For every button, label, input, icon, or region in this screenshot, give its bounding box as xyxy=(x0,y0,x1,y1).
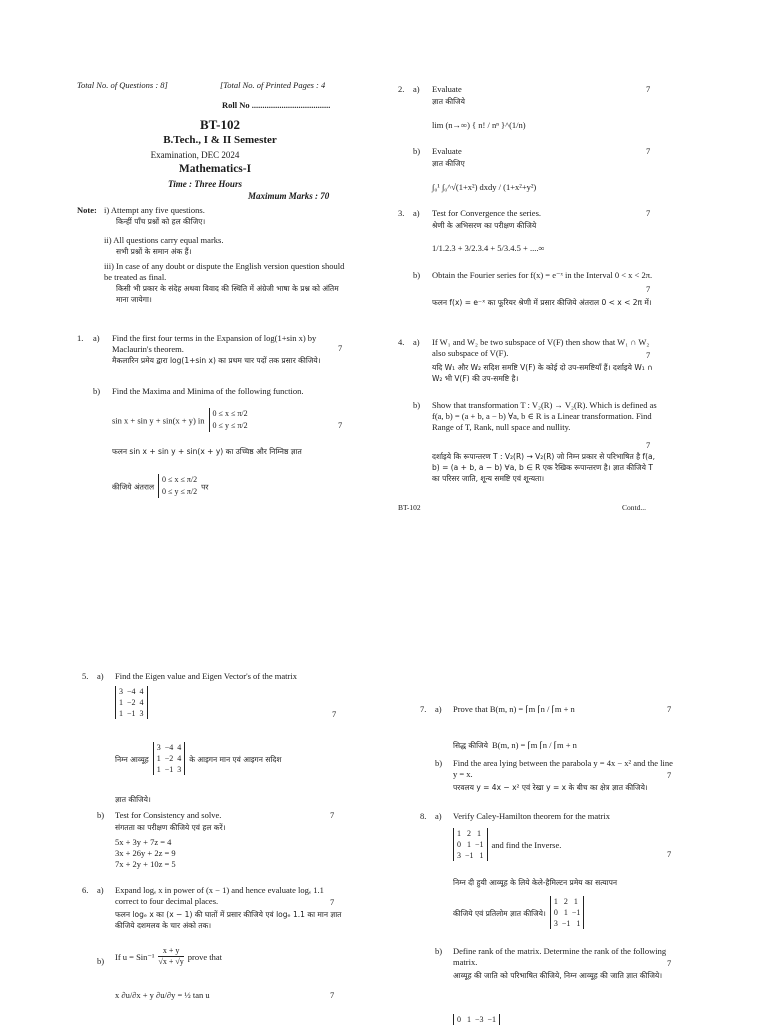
q8b-text: Define rank of the matrix. Determine the rank of the following matrix. xyxy=(453,946,667,967)
q6b-statement xyxy=(115,946,222,967)
equation-2: 3x + 26y + 2z = 9 xyxy=(115,848,176,858)
q1a-marks: 7 xyxy=(338,343,343,353)
q8-number: 8. xyxy=(420,811,427,821)
q7b-text: Find the area lying between the parabola y = 4x − x² and the line y = x. xyxy=(453,758,673,779)
q4-number: 4. xyxy=(398,337,405,347)
q4b-text: Show that transformation T : V₂(R) → V₂(R). Which is defined as f(a, b) = (a + b, a − b) ∀a, b ∈ R is a Linear transformation. Find Range of T, Rank, null space and nullity. xyxy=(432,400,657,432)
q5b-marks: 7 xyxy=(330,810,335,820)
q5a-hindi-3: ज्ञात कीजिये। xyxy=(115,795,151,804)
q7a-hindi: सिद्ध कीजिये xyxy=(453,741,488,750)
q5a-matrix xyxy=(115,686,148,719)
max-marks: Maximum Marks : 70 xyxy=(248,191,330,201)
note-2-hindi: सभी प्रश्नों के समान अंक हैं। xyxy=(116,247,192,256)
q7b-label: b) xyxy=(435,758,443,768)
q6a-text: Expand logₑ x in power of (x − 1) and hence evaluate logₑ 1.1 correct to four decimal places. xyxy=(115,885,324,906)
q2b-text: Evaluate xyxy=(432,146,462,156)
note-3-hindi: किसी भी प्रकार के संदेह अथवा विवाद की स्थिति में अंग्रेजी भाषा के प्रश्न को अंतिम माना जायेगा। xyxy=(116,284,339,304)
q5b-hindi: संगतता का परीक्षण कीजिये एवं हल करें। xyxy=(115,823,226,832)
caley-matrix-hindi: 1 2 1 0 1 −1 3 −1 1 xyxy=(550,896,585,929)
course-title: B.Tech., I & II Semester xyxy=(163,134,277,146)
q1b-hindi-1: फलन sin x + sin y + sin(x + y) का उच्चिष्ठ और निम्निष्ठ ज्ञात xyxy=(112,447,302,456)
caley-matrix: 1 2 1 0 1 −1 3 −1 1 xyxy=(453,828,488,861)
q1b-hindi-3: पर xyxy=(201,482,209,492)
q2a-marks: 7 xyxy=(646,84,651,94)
q5b-equations xyxy=(115,837,176,870)
rank-matrix xyxy=(453,1010,500,1028)
q3-number: 3. xyxy=(398,208,405,218)
note-1-hindi: किन्हीं पाँच प्रश्नों को हल कीजिए। xyxy=(116,217,206,226)
q3a-text: Test for Convergence the series. xyxy=(432,208,542,218)
q8a-marks: 7 xyxy=(667,849,672,859)
q1b-function: sin x + sin y + sin(x + y) in xyxy=(112,415,205,426)
q1b-label: b) xyxy=(93,386,101,396)
eigen-matrix-hindi: 3 −4 4 1 −2 4 1 −1 3 xyxy=(153,742,186,775)
q2b-hindi: ज्ञात कीजिए xyxy=(432,159,465,168)
q2b-marks: 7 xyxy=(646,146,651,156)
eigen-matrix: 3 −4 4 1 −2 4 1 −1 3 xyxy=(115,686,148,719)
q5a-hindi-2: के आइगन मान एवं आइगन सदिश xyxy=(189,755,282,765)
q1a-block xyxy=(112,333,342,366)
q4b-marks: 7 xyxy=(646,440,651,450)
note-3: iii) In case of any doubt or dispute the English version question should be treated as final. xyxy=(104,261,345,282)
q5a-hindi-block xyxy=(115,742,281,775)
q1b-hindi-2: कीजिये अंतराल xyxy=(112,482,155,492)
q7a-marks: 7 xyxy=(667,704,672,714)
q1b-expression xyxy=(112,408,248,432)
q3b-label: b) xyxy=(413,270,421,280)
q5a-hindi-1: निम्न आव्यूह xyxy=(115,755,149,765)
q3a-series: 1/1.2.3 + 3/2.3.4 + 5/3.4.5 + ....∞ xyxy=(432,243,545,253)
q1b-text: Find the Maxima and Minima of the following function. xyxy=(112,386,304,396)
subject-title: Mathematics-I xyxy=(178,163,252,175)
q6b-result: x ∂u/∂x + y ∂u/∂y = ½ tan u xyxy=(115,990,210,1000)
q3b-hindi: फलन f(x) = e⁻ˣ का फूरियर श्रेणी में प्रसार कीजिये अंतराल 0 < x < 2π में। xyxy=(432,298,652,307)
printed-pages: [Total No. of Printed Pages : 4 xyxy=(220,80,326,90)
q3a-hindi: श्रेणी के अभिसरण का परीक्षण कीजिये xyxy=(432,221,537,230)
roll-no: Roll No ..................................... xyxy=(222,100,331,110)
q1a-label: a) xyxy=(93,333,100,343)
q7a-expression: B(m, n) = ⌈m ⌈n / ⌈m + n xyxy=(489,704,575,714)
q8a-label: a) xyxy=(435,811,442,821)
q8a-text-2: and find the Inverse. xyxy=(491,840,562,851)
q6b-marks: 7 xyxy=(330,990,335,1000)
notes-block xyxy=(104,205,349,305)
q7-number: 7. xyxy=(420,704,427,714)
q2-number: 2. xyxy=(398,84,405,94)
footer-code: BT-102 xyxy=(398,503,421,512)
q7b-marks: 7 xyxy=(667,770,672,780)
exam-session: Examination, DEC 2024 xyxy=(150,150,240,160)
q5b-text: Test for Consistency and solve. xyxy=(115,810,222,820)
q8b-label: b) xyxy=(435,946,443,956)
q5a-marks: 7 xyxy=(332,709,337,719)
q7a-hindi-block xyxy=(453,735,577,753)
q2a-expression: lim (n→∞) { n! / nⁿ }^(1/n) xyxy=(432,120,526,130)
q7a-statement xyxy=(453,704,575,715)
note-label: Note: xyxy=(77,205,97,215)
q5-number: 5. xyxy=(82,671,89,681)
q7a-label: a) xyxy=(435,704,442,714)
equation-1: 5x + 3y + 7z = 4 xyxy=(115,837,172,847)
q1b-marks: 7 xyxy=(338,420,343,430)
q4a-text: If W₁ and W₂ be two subspace of V(F) then show that W₁ ∩ W₂ also subspace of V(F). xyxy=(432,337,650,358)
footer-contd: Contd... xyxy=(622,503,646,512)
q4b-label: b) xyxy=(413,400,421,410)
q2a-label: a) xyxy=(413,84,420,94)
note-1: i) Attempt any five questions. xyxy=(104,205,205,215)
q3a-marks: 7 xyxy=(646,208,651,218)
q6b-fraction: $\frac{x + y}{√x + √y}$ xyxy=(158,946,184,966)
q8a-hindi-1: निम्न दी हुयी आव्यूह के लिये केले-हैमिल्टन प्रमेय का सत्यापन xyxy=(453,878,618,887)
q4a-hindi: यदि W₁ और W₂ सदिश समष्टि V(F) के कोई दो उप-समष्टियाँ हैं। दर्शाइये W₁ ∩ W₂ भी V(F) की उप-समष्टि है। xyxy=(432,363,653,383)
q1b-domain: 0 ≤ x ≤ π/2 0 ≤ y ≤ π/2 xyxy=(209,408,248,432)
q4b-hindi: दर्शाइये कि रूपान्तरण T : V₂(R) → V₂(R) जो निम्न प्रकार से परिभाषित है f(a, b) = (a + b, a − b) ∀a, b ∈ R एक रैखिक रूपान्तरण है। ज्ञात कीजिये T का परिसर जाति, शून्य समष्टि एवं शून्यता। xyxy=(432,452,656,483)
q5a-label: a) xyxy=(97,671,104,681)
q2b-expression: ∫₀¹ ∫₀^√(1+x²) dxdy / (1+x²+y²) xyxy=(432,182,537,192)
q7b-hindi: परवलय y = 4x − x² एवं रेखा y = x के बीच का क्षेत्र ज्ञात कीजिये। xyxy=(453,783,648,792)
q6a-label: a) xyxy=(97,885,104,895)
equation-3: 7x + 2y + 10z = 5 xyxy=(115,859,176,869)
q7a-text: Prove that xyxy=(453,704,488,714)
q6b-text-2: prove that xyxy=(187,952,222,963)
paper-code: BT-102 xyxy=(200,117,240,132)
q7a-hindi-expression: B(m, n) = ⌈m ⌈n / ⌈m + n xyxy=(491,740,577,750)
q1a-text: Find the first four terms in the Expansion of log(1+sin x) by Maclaurin's theorem. xyxy=(112,333,317,354)
q5b-label: b) xyxy=(97,810,105,820)
q4a-label: a) xyxy=(413,337,420,347)
q6a-hindi: फलन logₑ x का (x − 1) की घातों में प्रसार कीजिये एवं logₑ 1.1 का मान ज्ञात कीजिये दशमलव के चार अंको तक। xyxy=(115,910,342,930)
q1-number: 1. xyxy=(77,333,84,343)
total-questions: Total No. of Questions : 8] xyxy=(77,80,168,90)
q3b-text: Obtain the Fourier series for f(x) = e⁻ˣ in the Interval 0 < x < 2π. xyxy=(432,270,653,280)
q8a-hindi-2: कीजिये एवं प्रतिलोम ज्ञात कीजिये। xyxy=(453,909,546,919)
rank-matrix-row: 0 1 −3 −1 xyxy=(453,1014,500,1025)
q4a-marks: 7 xyxy=(646,350,651,360)
q3a-label: a) xyxy=(413,208,420,218)
q5a-text: Find the Eigen value and Eigen Vector's of the matrix xyxy=(115,671,297,681)
q8b-hindi: आव्यूह की जाति को परिभाषित कीजिये, निम्न आव्यूह की जाति ज्ञात कीजिये। xyxy=(453,971,663,980)
q6a-marks: 7 xyxy=(330,897,335,907)
q6b-text-1: If u = Sin⁻¹ xyxy=(115,952,155,963)
q1b-hindi-conds: 0 ≤ x ≤ π/2 0 ≤ y ≤ π/2 xyxy=(158,474,197,498)
q6b-label: b) xyxy=(97,956,105,966)
note-2: ii) All questions carry equal marks. xyxy=(104,235,224,245)
q1a-hindi: मैकलारिन प्रमेय द्वारा log(1+sin x) का प्रथम चार पदों तक प्रसार कीजिये। xyxy=(112,356,321,365)
q1b-hindi-domain xyxy=(112,474,208,498)
q3b-marks: 7 xyxy=(646,284,651,294)
q8b-marks: 7 xyxy=(667,958,672,968)
q8a-hindi-block xyxy=(453,896,584,929)
q6-number: 6. xyxy=(82,885,89,895)
q2a-text: Evaluate xyxy=(432,84,462,94)
q8a-text: Verify Caley-Hamilton theorem for the matrix xyxy=(453,811,610,821)
q2a-hindi: ज्ञात कीजिये xyxy=(432,97,465,106)
q2b-label: b) xyxy=(413,146,421,156)
time-allowed: Time : Three Hours xyxy=(168,179,242,189)
q8a-matrix-block xyxy=(453,828,561,861)
